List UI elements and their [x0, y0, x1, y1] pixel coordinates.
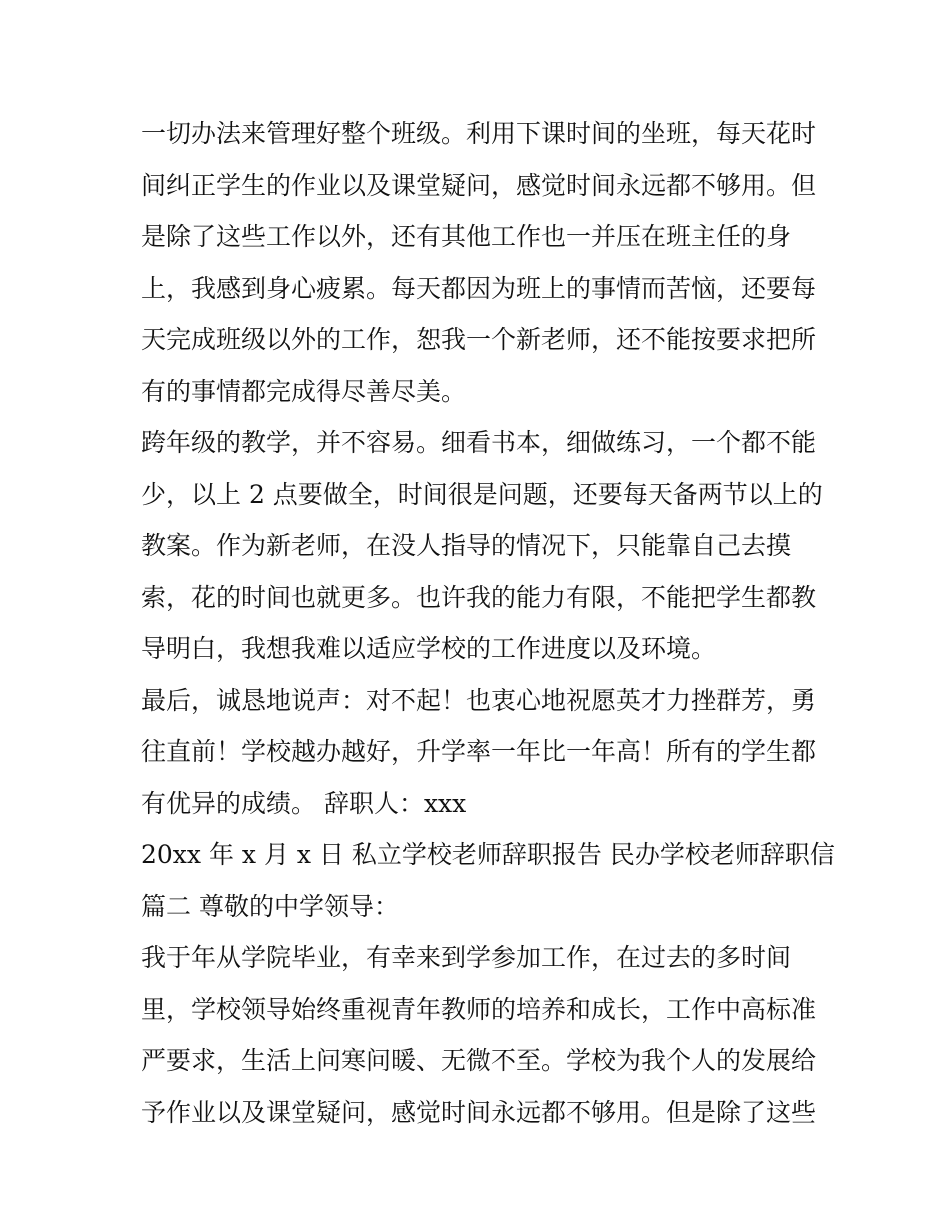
- text-line: 一切办法来管理好整个班级。利用下课时间的坐班，每天花时: [141, 119, 817, 148]
- text-line: 是除了这些工作以外，还有其他工作也一并压在班主任的身: [141, 222, 792, 251]
- text-line: 20xx 年 x 月 x 日 私立学校老师辞职报告 民办学校老师辞职信: [141, 840, 835, 869]
- text-line: 间纠正学生的作业以及课堂疑问，感觉时间永远都不够用。但: [141, 170, 817, 200]
- text-line: 索，花的时间也就更多。也许我的能力有限，不能把学生都教: [141, 582, 817, 612]
- text-line: 篇二 尊敬的中学领导：: [141, 891, 399, 921]
- text-line: 教案。作为新老师，在没人指导的情况下，只能靠自己去摸: [141, 531, 792, 560]
- text-line: 导明白，我想我难以适应学校的工作进度以及环境。: [141, 634, 717, 663]
- text-line: 有的事情都完成得尽善尽美。: [141, 376, 467, 406]
- text-line: 我于年从学院毕业，有幸来到学参加工作，在过去的多时间: [141, 943, 792, 972]
- text-line: 予作业以及课堂疑问，感觉时间永远都不够用。但是除了这些: [141, 1097, 817, 1127]
- text-line: 往直前！学校越办越好，升学率一年比一年高！所有的学生都: [141, 737, 817, 766]
- text-line: 天完成班级以外的工作，恕我一个新老师，还不能按要求把所: [141, 325, 817, 354]
- text-line: 有优异的成绩。 辞职人：xxx: [141, 788, 467, 818]
- text-line: 里，学校领导始终重视青年教师的培养和成长，工作中高标准: [141, 994, 817, 1024]
- text-line: 严要求，生活上问寒问暖、无微不至。学校为我个人的发展给: [141, 1046, 817, 1075]
- text-line: 上，我感到身心疲累。每天都因为班上的事情而苦恼，还要每: [141, 273, 817, 303]
- text-line: 少，以上 2 点要做全，时间很是问题，还要每天备两节以上的: [141, 479, 823, 509]
- document-body: [141, 108, 835, 1138]
- text-line: 最后，诚恳地说声：对不起！也衷心地祝愿英才力挫群芳，勇: [141, 685, 817, 715]
- text-line: 跨年级的教学，并不容易。细看书本，细做练习，一个都不能: [141, 428, 817, 457]
